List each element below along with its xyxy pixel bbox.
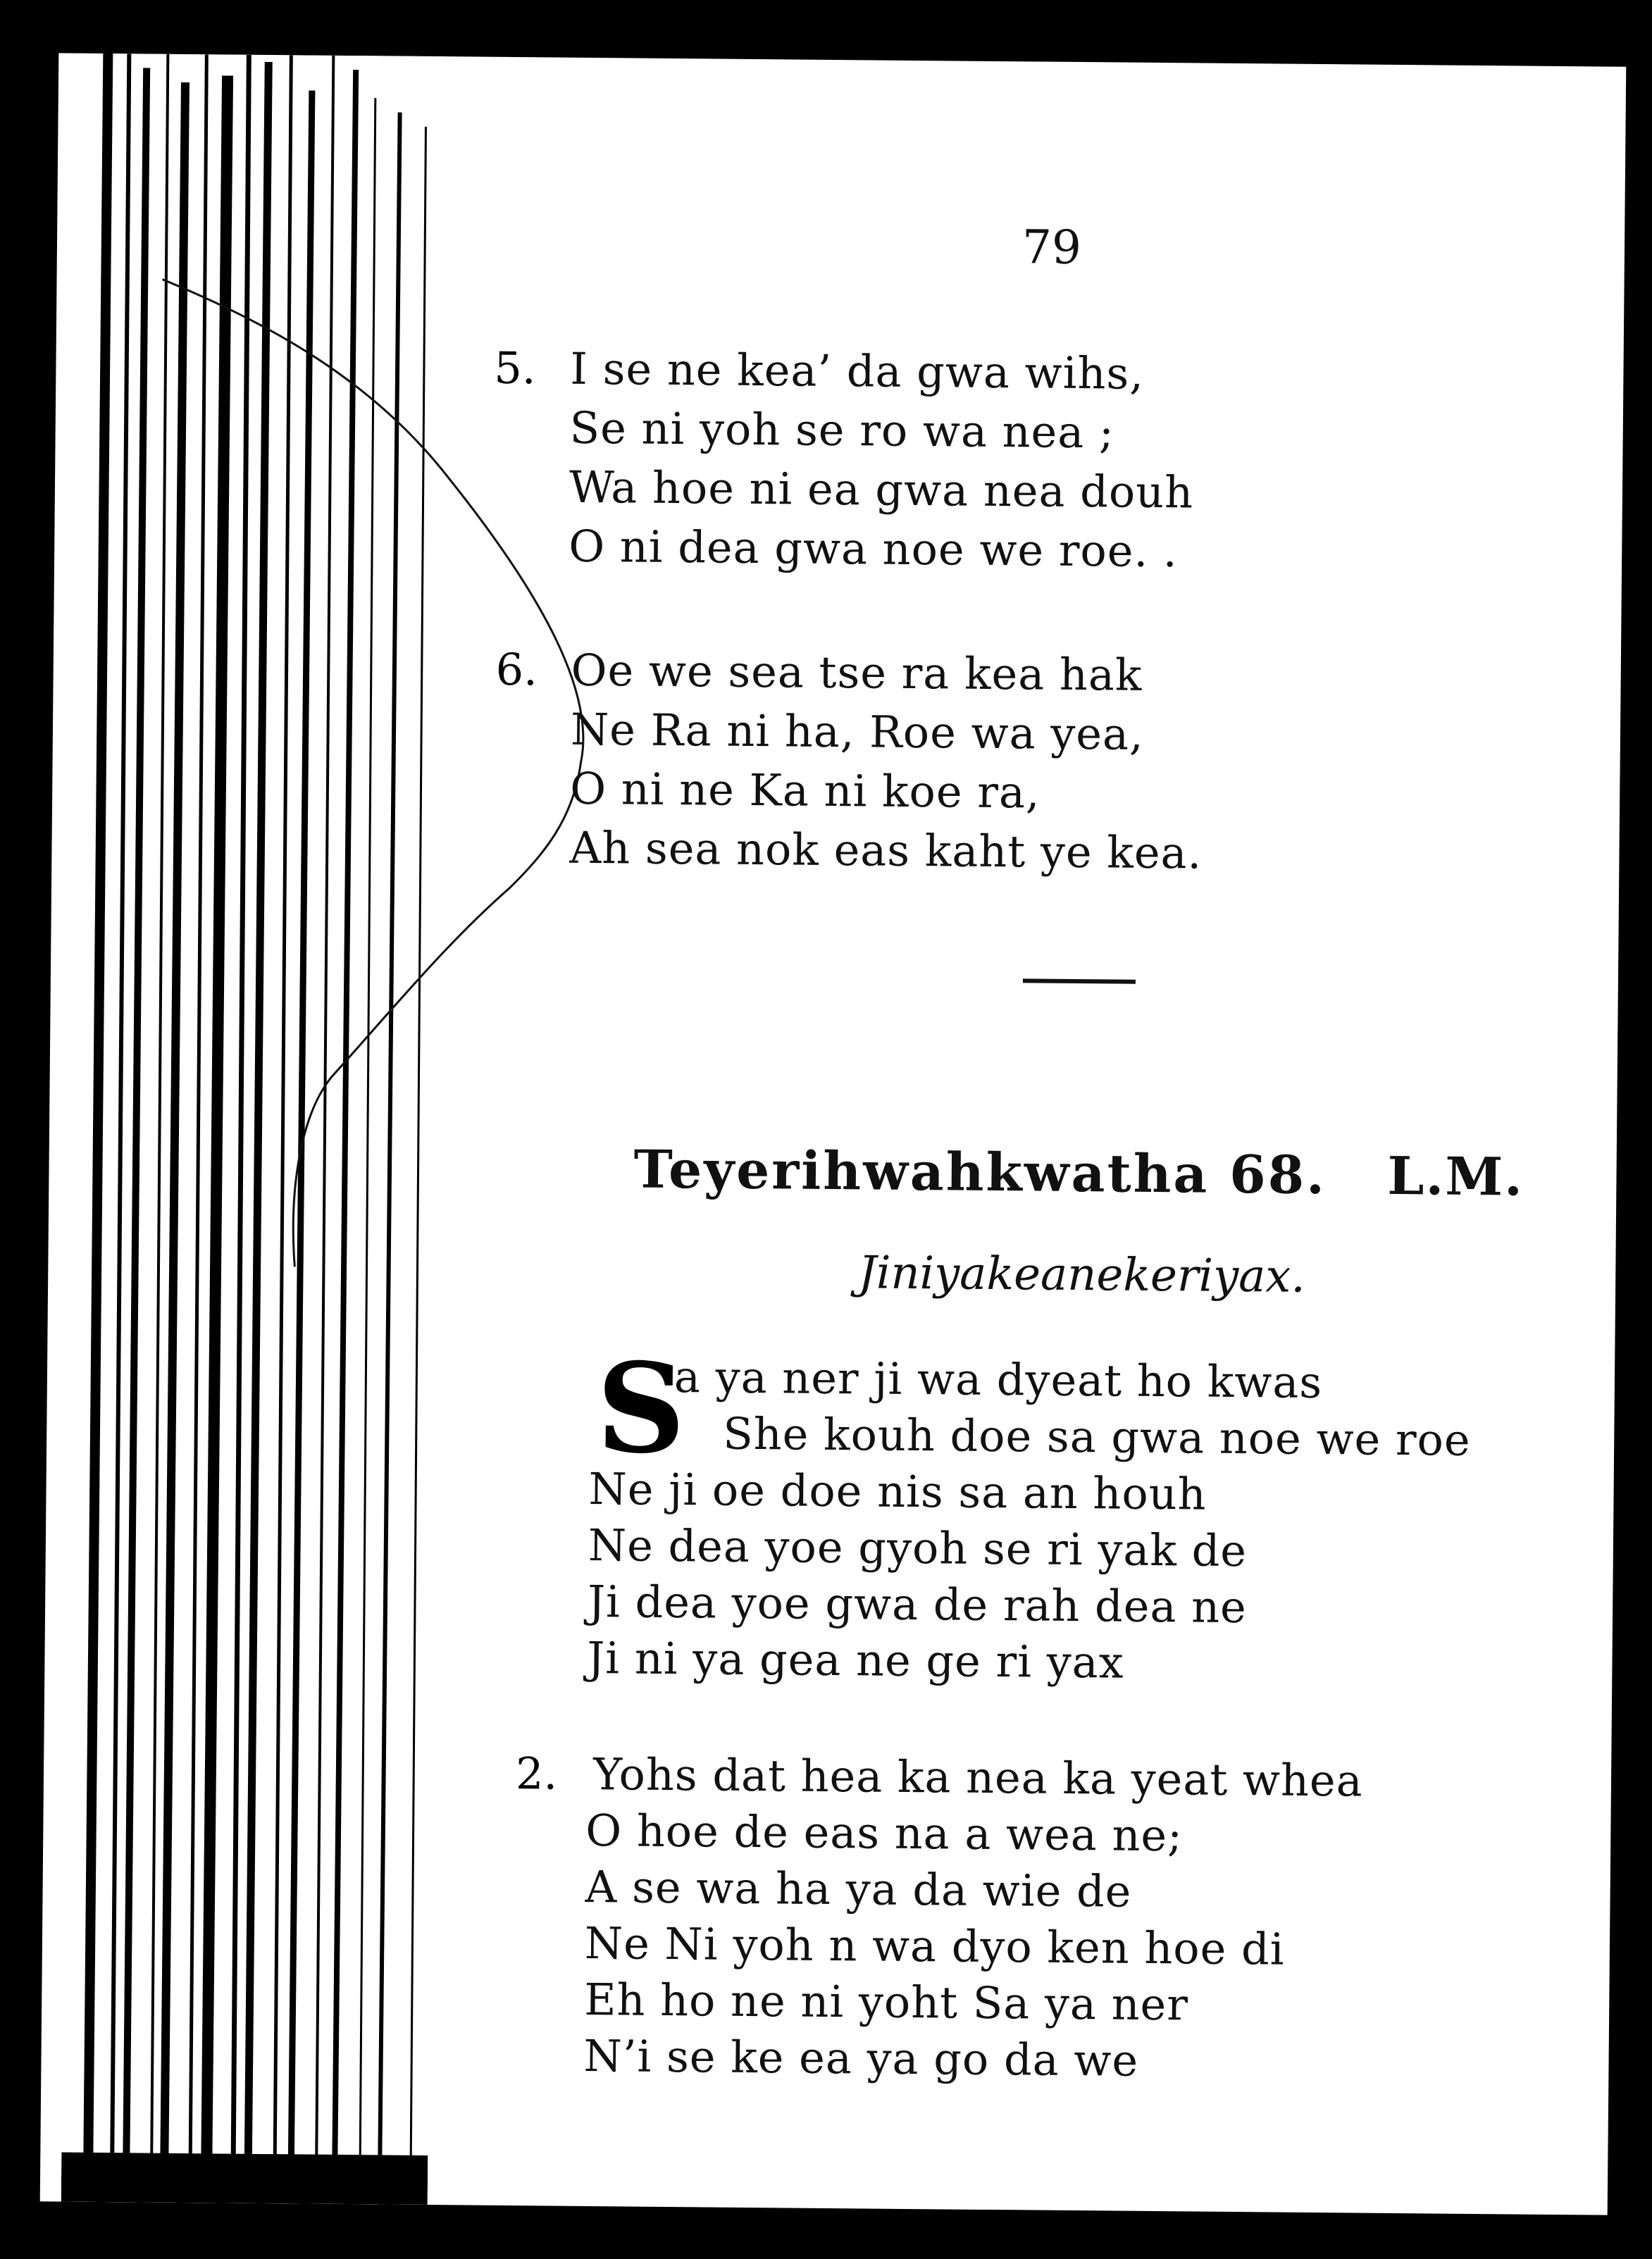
verse-line: Ah sea nok eas kaht ye kea. bbox=[569, 821, 1203, 879]
section-divider bbox=[1023, 978, 1136, 983]
verse-line: Oe we sea tse ra kea hak bbox=[571, 644, 1143, 701]
verse-line: N’i se ke ea ya go da we bbox=[583, 2029, 1139, 2086]
verse-line: I se ne kea’ da gwa wihs, bbox=[570, 342, 1145, 399]
verse-line: Ne Ni yoh n wa dyo ken hoe di bbox=[584, 1917, 1285, 1975]
verse-line: She kouh doe sa gwa noe we roe bbox=[722, 1407, 1471, 1466]
verse-line: Ji dea yoe gwa de rah dea ne bbox=[587, 1575, 1248, 1633]
verse-line: Ne ji oe doe nis sa an houh bbox=[588, 1462, 1207, 1520]
book-page bbox=[40, 53, 1627, 2215]
verse-line: A se wa ha ya da wie de bbox=[585, 1860, 1132, 1917]
verse-line: a ya ner ji wa dyeat ho kwas bbox=[673, 1351, 1323, 1409]
verse-line: Wa hoe ni ea gwa nea douh bbox=[569, 461, 1194, 518]
hymn-meter: L.M. bbox=[1387, 1145, 1524, 1208]
verse-line: Se ni yoh se ro wa nea ; bbox=[569, 402, 1115, 459]
verse-line: O ni dea gwa noe we roe. . bbox=[568, 520, 1178, 578]
verse-line: Ne Ra ni ha, Roe wa yea, bbox=[570, 703, 1145, 760]
page-number: 79 bbox=[1021, 220, 1082, 275]
verse-number: 5. bbox=[494, 342, 536, 394]
verse-number: 2. bbox=[515, 1748, 558, 1800]
verse-line: O ni ne Ka ni koe ra, bbox=[569, 762, 1041, 819]
hymn-title: Teyerihwahkwatha 68. bbox=[633, 1139, 1327, 1207]
drop-cap: S bbox=[595, 1336, 686, 1482]
verse-line: Ji ni ya gea ne ge ri yax bbox=[587, 1631, 1124, 1688]
tune-name: Jiniyakeanekeriyax. bbox=[857, 1247, 1306, 1303]
verse-number: 6. bbox=[495, 643, 538, 696]
page-edges-image bbox=[61, 54, 447, 2205]
verse-line: Eh ho ne ni yoht Sa ya ner bbox=[583, 1973, 1189, 2031]
verse-line: Yohs dat hea ka nea ka yeat whea bbox=[592, 1748, 1363, 1807]
verse-line: Ne dea yoe gyoh se ri yak de bbox=[588, 1519, 1248, 1577]
verse-line: O hoe de eas na a wea ne; bbox=[585, 1804, 1184, 1862]
